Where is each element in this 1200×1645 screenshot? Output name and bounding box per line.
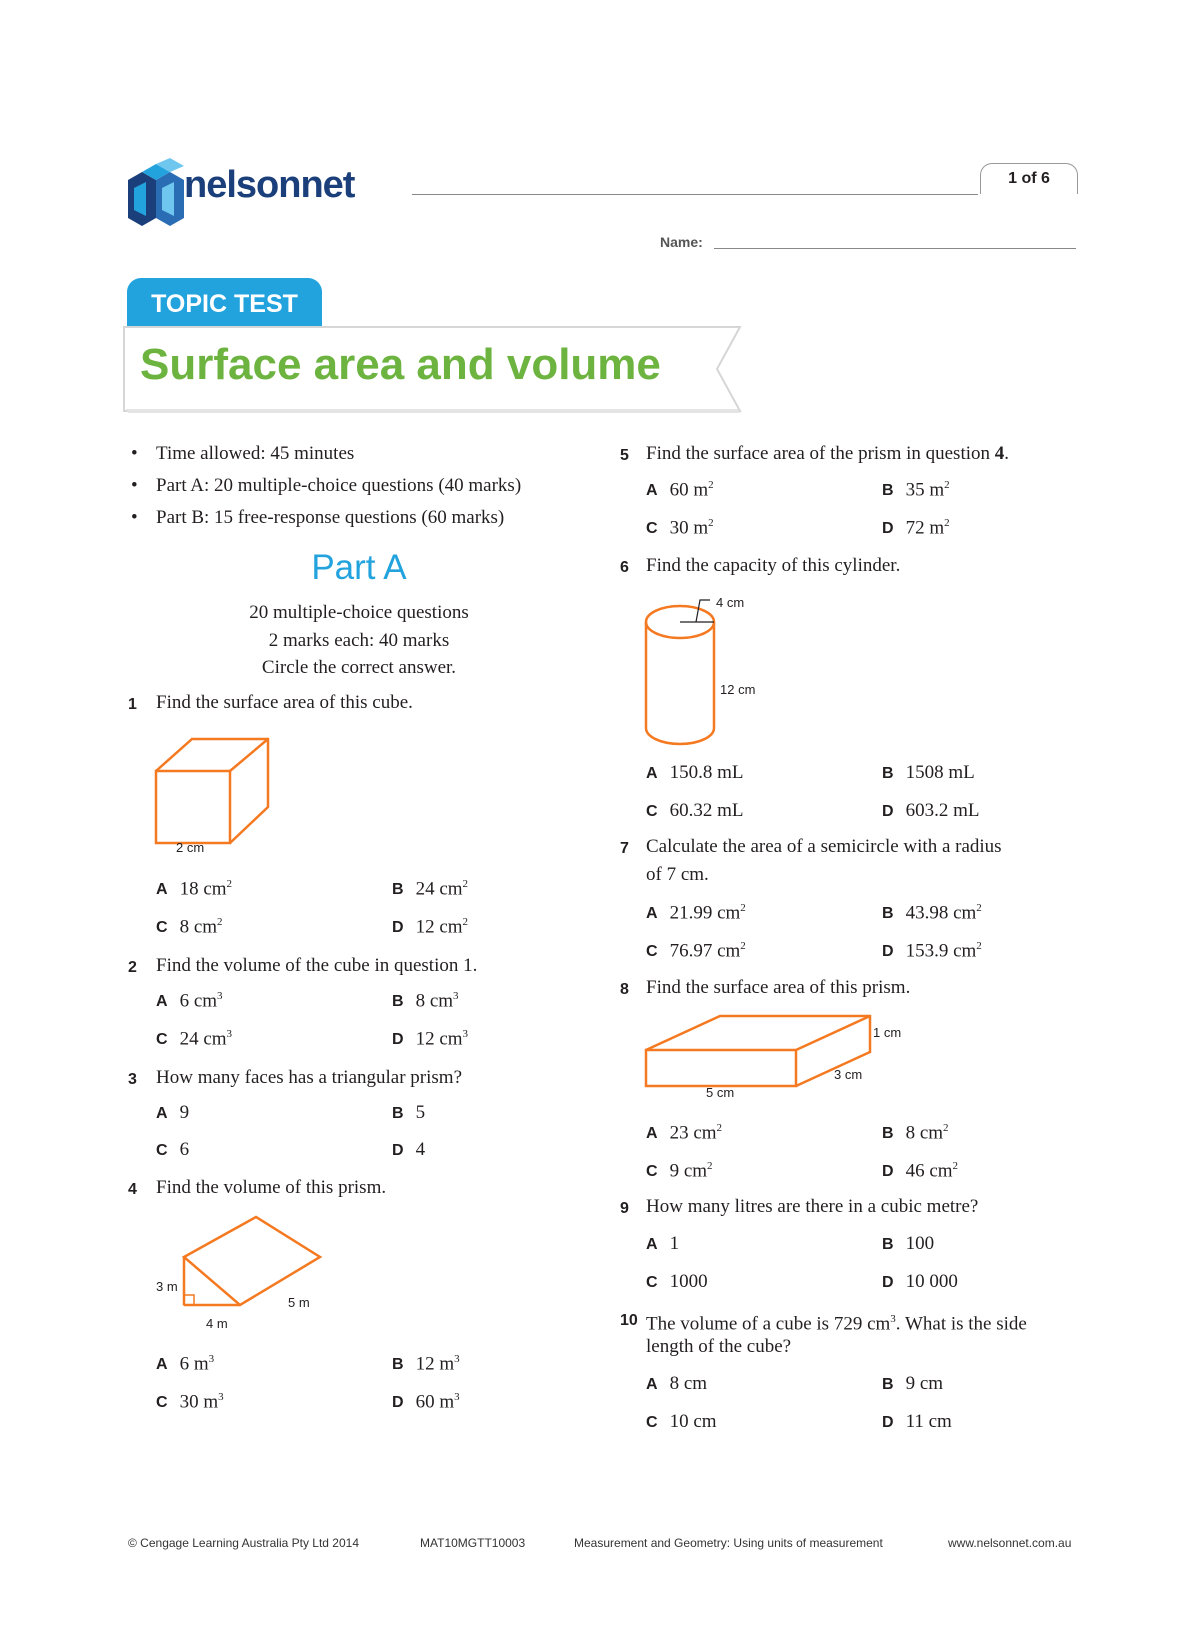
q9-option-a[interactable]: A 1 [646, 1233, 680, 1254]
q2-option-d[interactable]: D 12 $cm^3$ [392, 1028, 469, 1050]
question-7-text-line-1: Calculate the area of a semicircle with a radius [646, 836, 1002, 857]
topic-test-tag: TOPIC TEST [127, 278, 322, 330]
q6-option-a[interactable]: A 150.8 mL [646, 762, 744, 783]
cube-edge-label: 2 cm [176, 840, 205, 855]
q3-option-d[interactable]: D 4 [392, 1139, 426, 1160]
q5-option-d[interactable]: D 72 $m^2$ [882, 517, 950, 539]
part-a-line-1: 20 multiple-choice questions [249, 602, 469, 623]
q4-option-a[interactable]: A 6 $m^3$ [156, 1353, 215, 1375]
info-part-b: • Part B: 15 free-response questions (60 marks) [156, 505, 504, 531]
q10-option-a[interactable]: A 8 cm [646, 1373, 708, 1394]
prism-slant-label: 5 m [288, 1295, 310, 1310]
q6-option-c[interactable]: C 60.32 mL [646, 800, 744, 821]
q3-option-a[interactable]: A 9 [156, 1102, 190, 1123]
page-indicator: 1 of 6 [980, 163, 1078, 194]
footer-url-link[interactable]: www.nelsonnet.com.au [948, 1536, 1072, 1550]
cylinder-height-label: 12 cm [720, 682, 756, 697]
q6-option-d[interactable]: D 603.2 mL [882, 800, 980, 821]
q8-option-b[interactable]: B 8 $cm^2$ [882, 1122, 949, 1144]
q6-option-b[interactable]: B 1508 mL [882, 762, 975, 783]
prism-height-label-1cm: 1 cm [873, 1025, 902, 1040]
q7-option-a[interactable]: A 21.99 $cm^2$ [646, 902, 746, 924]
q4-option-b[interactable]: B 12 $m^3$ [392, 1353, 460, 1375]
question-6-number: 6 [620, 559, 629, 576]
question-4-text: Find the volume of this prism. [156, 1177, 387, 1198]
q7-option-c[interactable]: C 76.97 $cm^2$ [646, 940, 746, 962]
question-6-text: Find the capacity of this cylinder. [646, 555, 901, 576]
q7-option-d[interactable]: D 153.9 $cm^2$ [882, 940, 982, 962]
question-5-number: 5 [620, 447, 629, 464]
q7-option-b[interactable]: B 43.98 $cm^2$ [882, 902, 982, 924]
nelsonnet-logo [126, 158, 416, 228]
cylinder-radius-label: 4 cm [716, 595, 745, 610]
question-9-text: How many litres are there in a cubic metre? [646, 1196, 979, 1217]
q8-option-a[interactable]: A 23 $cm^2$ [646, 1122, 723, 1144]
part-a-line-2: 2 marks each: 40 marks [268, 630, 450, 651]
footer-code: MAT10MGTT10003 [420, 1536, 526, 1550]
cube-figure [152, 735, 282, 855]
header-rule [412, 194, 978, 195]
question-7-text-line-2: of 7 cm. [646, 864, 709, 885]
q8-option-d[interactable]: D 46 $cm^2$ [882, 1160, 959, 1182]
q10-option-c[interactable]: C 10 cm [646, 1411, 717, 1432]
question-9-number: 9 [620, 1200, 629, 1217]
q2-option-c[interactable]: C 24 $cm^3$ [156, 1028, 233, 1050]
part-a-line-3: Circle the correct answer. [261, 657, 457, 678]
question-8-number: 8 [620, 981, 629, 998]
q9-option-c[interactable]: C 1000 [646, 1271, 708, 1292]
name-label: Name: [660, 234, 703, 250]
footer-copyright: © Cengage Learning Australia Pty Ltd 2014 [128, 1536, 359, 1550]
page-title: Surface area and volume [140, 340, 661, 389]
question-7-number: 7 [620, 840, 629, 857]
q8-option-c[interactable]: C 9 $cm^2$ [646, 1160, 713, 1182]
name-input-line[interactable] [714, 248, 1076, 249]
question-5-text: Find the surface area of the prism in question 4. [646, 443, 1010, 464]
q1-option-a[interactable]: A 18 $cm^2$ [156, 878, 233, 900]
question-1-number: 1 [128, 696, 137, 713]
q9-option-d[interactable]: D 10 000 [882, 1271, 958, 1292]
question-2-text: Find the volume of the cube in question 1. [156, 955, 478, 976]
q10-option-d[interactable]: D 11 cm [882, 1411, 952, 1432]
q3-option-c[interactable]: C 6 [156, 1139, 190, 1160]
prism-base-label: 4 m [206, 1316, 228, 1331]
question-4-number: 4 [128, 1181, 137, 1198]
q1-option-c[interactable]: C 8 $cm^2$ [156, 916, 223, 938]
q2-option-b[interactable]: B 8 $cm^3$ [392, 990, 459, 1012]
q2-option-a[interactable]: A 6 $cm^3$ [156, 990, 223, 1012]
prism-height-label: 3 m [156, 1279, 178, 1294]
question-10-number: 10 [620, 1312, 638, 1329]
q4-option-d[interactable]: D 60 $m^3$ [392, 1391, 460, 1413]
logo-wordmark: nelsonnet [184, 164, 355, 206]
q9-option-b[interactable]: B 100 [882, 1233, 935, 1254]
part-a-heading: Part A [311, 548, 407, 587]
q5-option-a[interactable]: A 60 $m^2$ [646, 479, 714, 501]
prism-length-label-5cm: 5 cm [706, 1085, 735, 1100]
question-8-text: Find the surface area of this prism. [646, 977, 911, 998]
cylinder-figure [642, 598, 732, 748]
question-1-text: Find the surface area of this cube. [156, 692, 413, 713]
q1-option-d[interactable]: D 12 $cm^2$ [392, 916, 469, 938]
q5-option-b[interactable]: B 35 $m^2$ [882, 479, 950, 501]
q10-option-b[interactable]: B 9 cm [882, 1373, 944, 1394]
question-10-text-line-2: length of the cube? [646, 1336, 792, 1357]
prism-depth-label-3cm: 3 cm [834, 1067, 863, 1082]
q1-option-b[interactable]: B 24 $cm^2$ [392, 878, 469, 900]
q4-option-c[interactable]: C 30 $m^3$ [156, 1391, 224, 1413]
q3-option-b[interactable]: B 5 [392, 1102, 426, 1123]
info-time: • Time allowed: 45 minutes [156, 441, 354, 467]
question-10-text-line-1: The volume of a cube is 729 $cm^3$. What is the side [646, 1313, 1027, 1335]
question-3-text: How many faces has a triangular prism? [156, 1067, 463, 1088]
footer-topic: Measurement and Geometry: Using units of measurement [574, 1536, 883, 1550]
question-3-number: 3 [128, 1071, 137, 1088]
info-part-a: • Part A: 20 multiple-choice questions (40 marks) [156, 473, 521, 499]
question-2-number: 2 [128, 959, 137, 976]
q5-option-c[interactable]: C 30 $m^2$ [646, 517, 714, 539]
